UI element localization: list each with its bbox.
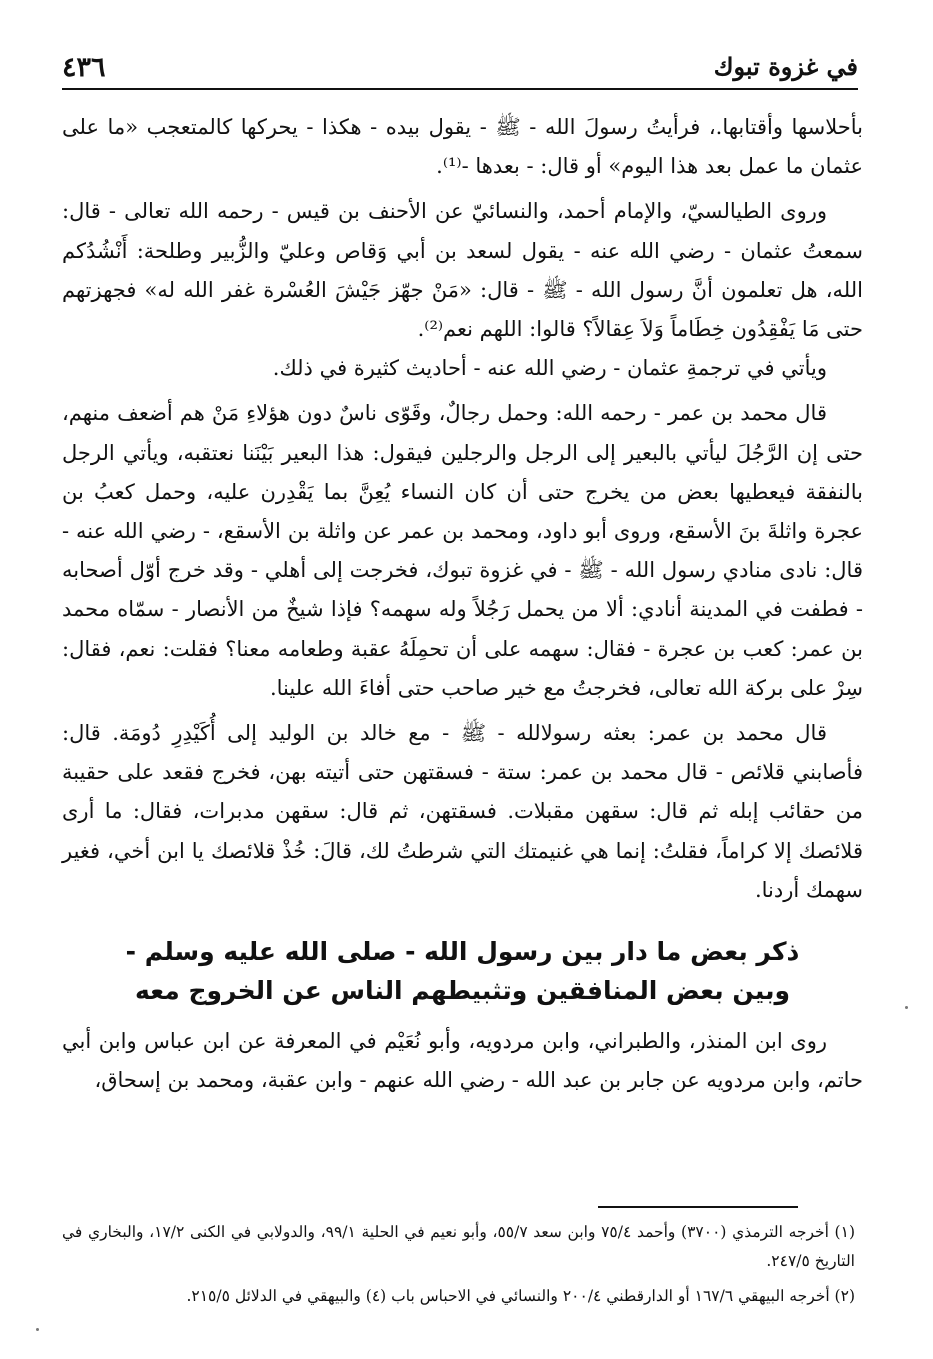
page-number: ٤٣٦ [62, 52, 106, 83]
footnote-divider [598, 1206, 798, 1208]
scan-speck [36, 1328, 39, 1331]
page-header [62, 50, 858, 90]
paragraph: قال محمد بن عمر: بعثه رسولالله - ﷺ - مع خالد بن الوليد إلى أُكَيْدِرِ دُومَة. قال: فأصابني قلائص - قال محمد بن عمر: ستة - فسقتهن حتى أتيته بهن، فخرج فقعد على حقيبة من حقائب إبله ثم قال: سقهن مقبلات. فسقتهن، ثم قال: سقهن مدبرات، فقال: ما أرى قلائصك إلا كراماً، فقلتُ: إنما هي غنيمتك التي شرطتُ لك، قالَ: خُذْ قلائصك يا ابن أخي، فغير سهمك أردنا. [62, 721, 863, 902]
paragraph: قال محمد بن عمر - رحمه الله: وحمل رجالٌ، وقَوّى ناسٌ دون هؤلاءِ مَنْ هم أضعف منهم، حتى إن الرَّجُلَ ليأتي بالبعير إلى الرجل والرجلين فيقول: هذا البعير بَيْنَنا نعتقبه، ويأتي الرجل بالنفقة فيعطيها بعض من يخرج حتى أن كان النساء يُعِنَّ بما يَقْدِرن عليه، وحمل كعبُ بن عجرة واثلةَ بنَ الأسقع، وروى أبو داود، ومحمد بن عمر عن واثلة بن الأسقع، - رضي الله عنه - قال: نادى منادي رسول الله - ﷺ - في غزوة تبوك، فخرجت إلى أهلي - وقد خرج أوّل أصحابه - فطفت في المدينة أنادي: ألا من يحمل رَجُلاً وله سهمه؟ فإذا شيخٌ من الأنصار - سمّاه محمد بن عمر: كعب بن عجرة - فقال: سهمه على أن تحمِلَهُ عقبة وطعامه معنا؟ فقلت: نعم، فقال: سِرْ على بركة الله تعالى، فخرجتُ مع خير صاحب حتى أفاءَ الله علينا. [62, 401, 863, 700]
footnotes [62, 1218, 855, 1317]
paragraph: وروى الطيالسيّ، والإمام أحمد، والنسائيّ عن الأحنف بن قيس - رحمه الله تعالى - قال: سمعتُ عثمان - رضي الله عنه - يقول لسعد بن أبي وَقاص وعليّ والزُّبير وطلحة: أَنْشُدُكم الله، هل تعلمون أنَّ رسول الله - ﷺ - قال: «مَنْ جهّز جَيْشَ العُسْرة غفر الله له» فجهزتهم حتى مَا يَفْقِدُون خِطَاماً وَلاَ عِقالاً؟ قالوا: اللهم نعم⁽²⁾. [62, 199, 863, 342]
section-heading [62, 932, 863, 1010]
section-heading-line: وبين بعض المنافقين وتثبيطهم الناس عن الخروج معه [135, 976, 790, 1006]
paragraph: بأحلاسها وأقتابها.، فرأيتُ رسولَ الله - ﷺ - يقول بيده - هكذا - يحركها كالمتعجب «ما على عثمان ما عمل بعد هذا اليوم» أو قال: - بعدها -⁽¹⁾. [62, 115, 863, 179]
footnote: (١) أخرجه الترمذي (٣٧٠٠) وأحمد ٧٥/٤ وابن سعد ٥٥/٧، وأبو نعيم في الحلية ٩٩/١، والدولابي في الكنى ١٧/٢، والبخاري في التاريخ ٢٤٧/٥. [62, 1223, 855, 1270]
paragraph: ويأتي في ترجمةِ عثمان - رضي الله عنه - أحاديث كثيرة في ذلك. [272, 356, 827, 381]
paragraph: روى ابن المنذر، والطبراني، وابن مردويه، وأبو نُعَيْم في المعرفة عن ابن عباس وابن أبي حاتم، وابن مردويه عن جابر بن عبد الله - رضي الله عنهم - وابن عقبة، ومحمد بن إسحاق، [62, 1029, 863, 1093]
running-title: في غزوة تبوك [713, 52, 858, 81]
scan-speck [905, 1006, 908, 1009]
main-text [62, 108, 863, 1100]
footnote: (٢) أخرجه البيهقي ١٦٧/٦ أو الدارقطني ٢٠٠/٤ والنسائي في الاحباس باب (٤) والبيهقي في الدلائل ٢١٥/٥. [186, 1287, 855, 1305]
section-heading-line: ذكر بعض ما دار بين رسول الله - صلى الله عليه وسلم - [125, 937, 800, 967]
